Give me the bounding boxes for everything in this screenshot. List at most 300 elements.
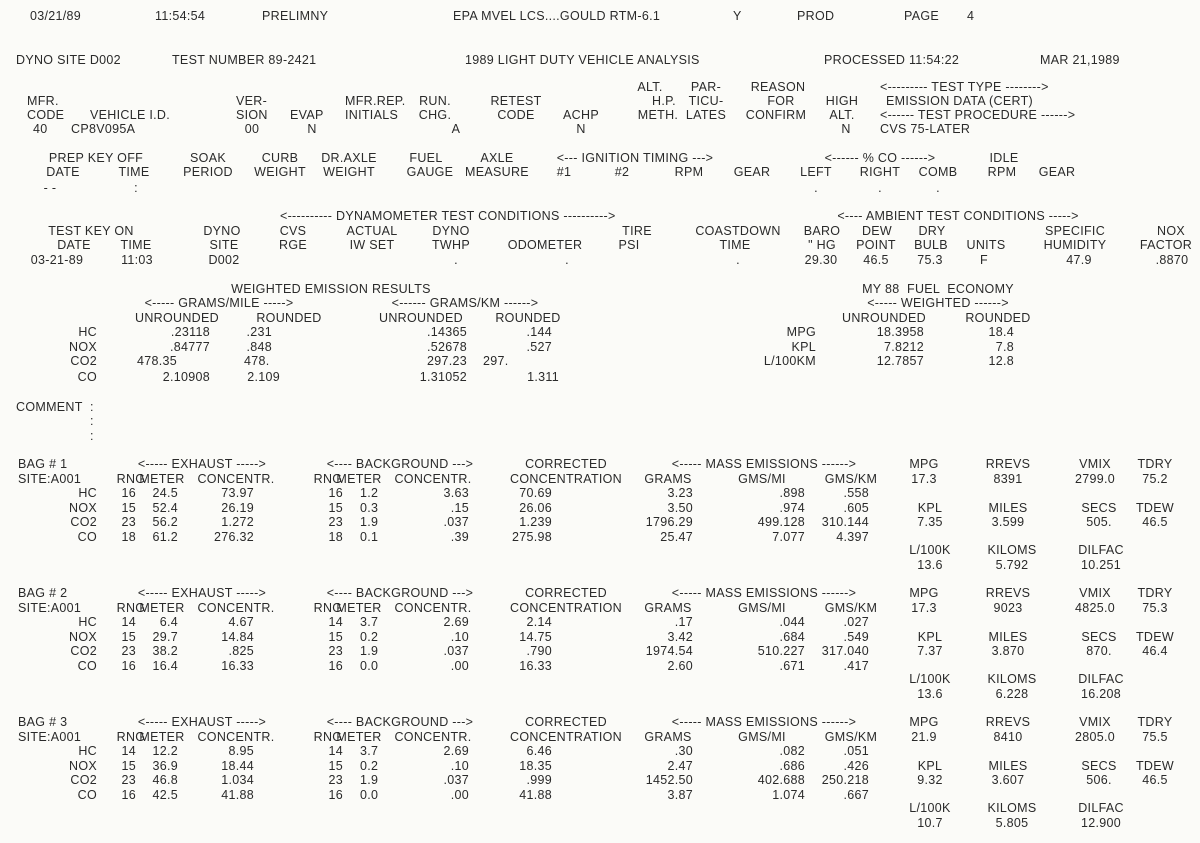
report-text: PROD — [797, 9, 835, 23]
report-text: 3.42 — [667, 630, 693, 644]
report-text: GMS/KM — [824, 472, 878, 486]
report-text: POINT — [856, 238, 896, 252]
report-text: METER — [336, 601, 382, 615]
report-text: 29.7 — [152, 630, 178, 644]
report-text: 03-21-89 — [30, 253, 84, 267]
report-text: <------ % CO ------> — [824, 151, 936, 165]
report-text: MPG — [909, 715, 939, 729]
report-text: .898 — [779, 486, 805, 500]
report-text: 16 — [121, 659, 136, 673]
report-text: KPL — [917, 630, 943, 644]
report-text: 23 — [121, 515, 136, 529]
report-text: 41.88 — [221, 788, 254, 802]
report-text: CONCENTR. — [197, 472, 275, 486]
bag-label: BAG # 2 — [18, 586, 68, 600]
pollutant-label: CO2 — [70, 773, 97, 787]
report-text: PSI — [618, 238, 640, 252]
report-text: 70.69 — [519, 486, 552, 500]
report-text: RGE — [279, 238, 307, 252]
report-text: . — [936, 181, 940, 195]
report-text: 15 — [121, 630, 136, 644]
report-text: SECS — [1081, 759, 1117, 773]
report-text: VMIX — [1079, 586, 1111, 600]
report-text: Y — [733, 9, 742, 23]
pollutant-label: HC — [78, 615, 97, 629]
report-text: : — [134, 181, 138, 195]
print-date: 03/21/89 — [30, 9, 82, 23]
report-text: .667 — [843, 788, 869, 802]
pollutant-label: CO — [77, 530, 97, 544]
report-text: 17.3 — [911, 472, 937, 486]
report-text: 505. — [1086, 515, 1112, 529]
report-text: 18 — [328, 530, 343, 544]
report-text: HUMIDITY — [1043, 238, 1107, 252]
report-text: 0.0 — [360, 659, 379, 673]
report-text: COMB — [918, 165, 958, 179]
report-text: 0.0 — [360, 788, 379, 802]
report-text: MPG — [909, 586, 939, 600]
report-text: INITIALS — [345, 108, 399, 122]
pollutant-label: NOX — [69, 630, 97, 644]
report-text: PAR- — [690, 80, 722, 94]
report-text: .00 — [450, 788, 469, 802]
report-text: .558 — [843, 486, 869, 500]
report-text: CONCENTRATION — [510, 730, 622, 744]
report-text: 9023 — [993, 601, 1023, 615]
report-text: .790 — [526, 644, 552, 658]
report-text: .686 — [779, 759, 805, 773]
report-text: #2 — [614, 165, 630, 179]
report-text: . — [565, 253, 569, 267]
report-text: EVAP — [290, 108, 324, 122]
report-text: .037 — [443, 515, 469, 529]
report-text: CORRECTED — [525, 586, 607, 600]
report-text: CURB — [261, 151, 299, 165]
report-text: UNROUNDED — [135, 311, 219, 325]
report-text: 24.5 — [152, 486, 178, 500]
report-text: <--- IGNITION TIMING ---> — [556, 151, 714, 165]
report-text: GMS/MI — [738, 601, 786, 615]
report-text: TDEW — [1136, 630, 1174, 644]
report-text: CONCENTR. — [394, 730, 472, 744]
report-text: CODE — [497, 108, 535, 122]
report-text: KPL — [917, 759, 943, 773]
report-text: 15 — [121, 501, 136, 515]
report-text: GEAR — [1038, 165, 1076, 179]
report-text: .231 — [246, 325, 272, 339]
report-text: DATE — [57, 238, 91, 252]
report-text: .037 — [443, 773, 469, 787]
report-text: N — [307, 122, 317, 136]
report-text: TDEW — [1136, 501, 1174, 515]
report-text: CP8V095A — [71, 122, 136, 136]
report-text: <----- MASS EMISSIONS ------> — [671, 715, 857, 729]
report-text: 1796.29 — [645, 515, 693, 529]
report-text: COASTDOWN — [695, 224, 781, 238]
report-text: <------ GRAMS/KM ------> — [391, 296, 539, 310]
report-text: 1.311 — [527, 370, 559, 384]
report-text: 5.805 — [995, 816, 1029, 830]
report-text: <---- BACKGROUND ---> — [326, 715, 474, 729]
report-text: . — [736, 253, 740, 267]
report-text: 0.3 — [360, 501, 379, 515]
report-text: 2.10908 — [162, 370, 210, 384]
report-text: METER — [139, 472, 185, 486]
report-text: RREVS — [985, 457, 1031, 471]
pollutant-label: HC — [78, 325, 97, 339]
report-text: .10 — [450, 630, 469, 644]
report-text: METER — [336, 730, 382, 744]
report-text: 14 — [328, 744, 343, 758]
report-text: 499.128 — [757, 515, 805, 529]
report-text: FOR — [767, 94, 795, 108]
report-text: 46.5 — [863, 253, 889, 267]
report-text: 47.9 — [1066, 253, 1092, 267]
report-text: EMISSION DATA (CERT) — [886, 94, 1033, 108]
report-text: . — [454, 253, 458, 267]
report-text: RNG — [116, 601, 146, 615]
report-text: D002 — [208, 253, 240, 267]
report-text: HIGH — [825, 94, 859, 108]
report-text: 14 — [121, 744, 136, 758]
report-text: REASON — [750, 80, 806, 94]
report-text: DILFAC — [1078, 543, 1124, 557]
report-text: 1.9 — [360, 515, 379, 529]
report-text: 21.9 — [911, 730, 937, 744]
pollutant-label: CO — [77, 788, 97, 802]
report-text: 11:03 — [121, 253, 153, 267]
report-text: 1452.50 — [645, 773, 693, 787]
report-text: ALT. — [829, 108, 855, 122]
report-text: <----- MASS EMISSIONS ------> — [671, 586, 857, 600]
report-text: 14 — [328, 615, 343, 629]
report-text: MILES — [988, 759, 1028, 773]
report-text: 8.95 — [228, 744, 254, 758]
report-text: 2.69 — [443, 744, 469, 758]
report-text: 18 — [121, 530, 136, 544]
report-text: 40 — [33, 122, 48, 136]
report-text: CONCENTR. — [394, 472, 472, 486]
pollutant-label: HC — [78, 486, 97, 500]
report-text: 0.2 — [360, 759, 379, 773]
report-text: .8870 — [1155, 253, 1189, 267]
report-text: 00 — [244, 122, 260, 136]
report-text: 1.9 — [360, 644, 379, 658]
report-text: RNG — [116, 472, 146, 486]
report-text: 23 — [121, 773, 136, 787]
report-text: 17.3 — [911, 601, 937, 615]
report-text: SION — [236, 108, 268, 122]
report-text: WEIGHT — [254, 165, 306, 179]
bag-label: BAG # 3 — [18, 715, 68, 729]
report-text: 15 — [328, 630, 343, 644]
report-text: 18.44 — [221, 759, 254, 773]
report-text: 402.688 — [757, 773, 805, 787]
processed-time: PROCESSED 11:54:22 — [824, 53, 960, 67]
report-text: 3.7 — [360, 615, 379, 629]
report-text: 18.3958 — [876, 325, 924, 339]
report-text: GEAR — [733, 165, 771, 179]
report-text: 26.19 — [221, 501, 254, 515]
report-text: : — [90, 400, 94, 414]
report-text: .15 — [450, 501, 469, 515]
report-text: .999 — [526, 773, 552, 787]
report-text: 3.599 — [991, 515, 1025, 529]
report-text: .144 — [526, 325, 552, 339]
report-text: N — [576, 122, 586, 136]
report-text: GMS/KM — [824, 601, 878, 615]
report-text: 16 — [121, 788, 136, 802]
report-text: WEIGHT — [323, 165, 375, 179]
report-text: .044 — [779, 615, 805, 629]
report-text: ACTUAL — [346, 224, 398, 238]
report-text: .037 — [443, 644, 469, 658]
pollutant-label: NOX — [69, 501, 97, 515]
report-text: ODOMETER — [507, 238, 583, 252]
report-text: 2.60 — [667, 659, 693, 673]
report-text: 16.33 — [519, 659, 552, 673]
report-text: 16.208 — [1080, 687, 1122, 701]
report-text: GRAMS — [644, 601, 692, 615]
report-text: 7.37 — [917, 644, 943, 658]
report-text: VER- — [236, 94, 268, 108]
report-text: 6.228 — [995, 687, 1029, 701]
report-text: 23 — [328, 773, 343, 787]
report-text: DEW — [861, 224, 893, 238]
report-status: PRELIMNY — [262, 9, 329, 23]
report-text: GRAMS — [644, 730, 692, 744]
report-text: MPG — [909, 457, 939, 471]
report-text: CODE — [27, 108, 65, 122]
report-text: TIME — [719, 238, 751, 252]
report-text: KILOMS — [987, 672, 1037, 686]
report-text: LEFT — [800, 165, 832, 179]
report-text: RETEST — [490, 94, 542, 108]
report-text: 478.35 — [137, 354, 178, 368]
pollutant-label: CO2 — [70, 515, 97, 529]
report-text: UNITS — [966, 238, 1006, 252]
report-text: 18.4 — [988, 325, 1014, 339]
report-text: 7.8 — [995, 340, 1014, 354]
report-text: 5.792 — [995, 558, 1029, 572]
report-text: 3.7 — [360, 744, 379, 758]
report-text: TIME — [120, 238, 152, 252]
bag-site: SITE:A001 — [18, 601, 82, 615]
report-text: FUEL — [409, 151, 443, 165]
report-text: 14 — [121, 615, 136, 629]
report-text: 15 — [328, 501, 343, 515]
report-text: SPECIFIC — [1044, 224, 1106, 238]
report-text: 0.1 — [360, 530, 379, 544]
report-text: METER — [139, 730, 185, 744]
analysis-title: 1989 LIGHT DUTY VEHICLE ANALYSIS — [465, 53, 700, 67]
report-text: 6.46 — [526, 744, 552, 758]
report-text: .051 — [843, 744, 869, 758]
report-text: UNROUNDED — [842, 311, 926, 325]
report-text: 2.14 — [526, 615, 552, 629]
report-text: 14.84 — [221, 630, 254, 644]
report-text: L/100K — [909, 543, 951, 557]
report-text: <----- EXHAUST -----> — [137, 586, 267, 600]
dyno-site: DYNO SITE D002 — [16, 53, 121, 67]
test-number: TEST NUMBER 89-2421 — [172, 53, 317, 67]
report-text: METER — [139, 601, 185, 615]
report-text: 15 — [328, 759, 343, 773]
report-text: DR.AXLE — [321, 151, 377, 165]
report-date: MAR 21,1989 — [1040, 53, 1120, 67]
report-text: BULB — [914, 238, 948, 252]
report-text: MPG — [786, 325, 816, 339]
report-text: A — [451, 122, 461, 136]
report-text: 4.67 — [228, 615, 254, 629]
report-text: BARO — [803, 224, 841, 238]
report-text: .10 — [450, 759, 469, 773]
report-text: : — [90, 429, 94, 443]
report-text: TWHP — [432, 238, 470, 252]
report-text: 275.98 — [511, 530, 552, 544]
report-text: NOX — [1157, 224, 1185, 238]
pollutant-label: CO — [77, 659, 97, 673]
report-text: ALT. — [637, 80, 663, 94]
report-text: 2.109 — [247, 370, 280, 384]
report-text: VEHICLE I.D. — [90, 108, 171, 122]
report-text: SITE — [209, 238, 239, 252]
report-text: 297.23 — [426, 354, 467, 368]
report-text: FACTOR — [1139, 238, 1193, 252]
report-text: .39 — [450, 530, 469, 544]
report-text: 46.5 — [1142, 515, 1168, 529]
report-text: 7.8212 — [883, 340, 924, 354]
report-text: 10.7 — [917, 816, 943, 830]
report-text: - - — [43, 181, 57, 195]
report-text: 8391 — [993, 472, 1023, 486]
report-text: .671 — [779, 659, 805, 673]
report-text: 16.33 — [221, 659, 254, 673]
report-text: <----- GRAMS/MILE -----> — [144, 296, 294, 310]
report-text: RNG — [116, 730, 146, 744]
report-text: IW SET — [349, 238, 395, 252]
report-text: PAGE — [904, 9, 940, 23]
report-text: L/100K — [909, 672, 951, 686]
report-text: 16 — [328, 486, 343, 500]
report-text: 2.47 — [667, 759, 693, 773]
report-text: TEST KEY ON — [48, 224, 134, 238]
report-text: 2799.0 — [1074, 472, 1116, 486]
report-text: 250.218 — [821, 773, 869, 787]
report-text: 1.31052 — [419, 370, 467, 384]
report-text: 23 — [121, 644, 136, 658]
report-text: KPL — [917, 501, 943, 515]
report-text: <---------- DYNAMOMETER TEST CONDITIONS ----------> — [280, 209, 616, 223]
report-text: LATES — [685, 108, 727, 122]
report-text: <---- BACKGROUND ---> — [326, 586, 474, 600]
report-text: 75.3 — [1142, 601, 1168, 615]
bag-label: BAG # 1 — [18, 457, 68, 471]
report-text: 42.5 — [152, 788, 178, 802]
report-text: 297. — [483, 354, 509, 368]
report-text: 3.87 — [667, 788, 693, 802]
report-text: 2805.0 — [1074, 730, 1116, 744]
pollutant-label: CO — [77, 370, 97, 384]
report-text: 14.75 — [519, 630, 552, 644]
report-text: .027 — [843, 615, 869, 629]
report-text: GMS/MI — [738, 472, 786, 486]
report-text: GRAMS — [644, 472, 692, 486]
pollutant-label: CO2 — [70, 354, 97, 368]
report-text: .52678 — [426, 340, 467, 354]
report-text: DYNO — [432, 224, 470, 238]
report-text: 1.272 — [221, 515, 254, 529]
report-text: 12.7857 — [876, 354, 924, 368]
report-text: TIME — [118, 165, 150, 179]
report-text: 310.144 — [821, 515, 869, 529]
pollutant-label: NOX — [69, 759, 97, 773]
print-time: 11:54:54 — [155, 9, 206, 23]
report-text: N — [841, 122, 851, 136]
bag-site: SITE:A001 — [18, 472, 82, 486]
report-text: KILOMS — [987, 543, 1037, 557]
report-text: CONFIRM — [745, 108, 807, 122]
report-text: 317.040 — [821, 644, 869, 658]
report-text: .417 — [843, 659, 869, 673]
report-text: IDLE — [989, 151, 1019, 165]
report-text: 3.23 — [667, 486, 693, 500]
report-text: UNROUNDED — [379, 311, 463, 325]
report-text: ROUNDED — [965, 311, 1031, 325]
bag-site: SITE:A001 — [18, 730, 82, 744]
report-text: 10.251 — [1080, 558, 1122, 572]
report-text: VMIX — [1079, 715, 1111, 729]
report-text: MFR.REP. — [345, 94, 406, 108]
report-text: .14365 — [426, 325, 467, 339]
report-text: 75.3 — [917, 253, 943, 267]
report-text: AXLE — [480, 151, 514, 165]
report-text: 16 — [328, 788, 343, 802]
report-text: GAUGE — [406, 165, 454, 179]
report-text: TDRY — [1137, 586, 1173, 600]
report-text: 12.2 — [152, 744, 178, 758]
report-text: 0.2 — [360, 630, 379, 644]
report-text: CVS — [279, 224, 307, 238]
report-text: RPM — [987, 165, 1017, 179]
report-text: DYNO — [203, 224, 241, 238]
report-text: TDRY — [1137, 715, 1173, 729]
report-text: MFR. — [27, 94, 59, 108]
report-text: <------ TEST PROCEDURE ------> — [880, 108, 1076, 122]
report-text: 9.32 — [917, 773, 943, 787]
report-text: 7.077 — [772, 530, 805, 544]
report-text: KILOMS — [987, 801, 1037, 815]
report-text: 18.35 — [519, 759, 552, 773]
report-text: .527 — [526, 340, 552, 354]
report-text: 3.607 — [991, 773, 1025, 787]
report-text: .549 — [843, 630, 869, 644]
fuel-economy-title: MY 88 FUEL ECONOMY — [862, 282, 1014, 296]
report-text: 506. — [1086, 773, 1112, 787]
report-text: <----- EXHAUST -----> — [137, 457, 267, 471]
report-text: . — [814, 181, 818, 195]
report-text: . — [878, 181, 882, 195]
report-text: MILES — [988, 501, 1028, 515]
report-text: " HG — [808, 238, 836, 252]
report-text: GMS/MI — [738, 730, 786, 744]
report-text: .84777 — [169, 340, 210, 354]
report-text: H.P. — [652, 94, 676, 108]
report-text: 46.5 — [1142, 773, 1168, 787]
report-text: 38.2 — [152, 644, 178, 658]
report-text: METER — [336, 472, 382, 486]
report-text: 1.2 — [360, 486, 379, 500]
